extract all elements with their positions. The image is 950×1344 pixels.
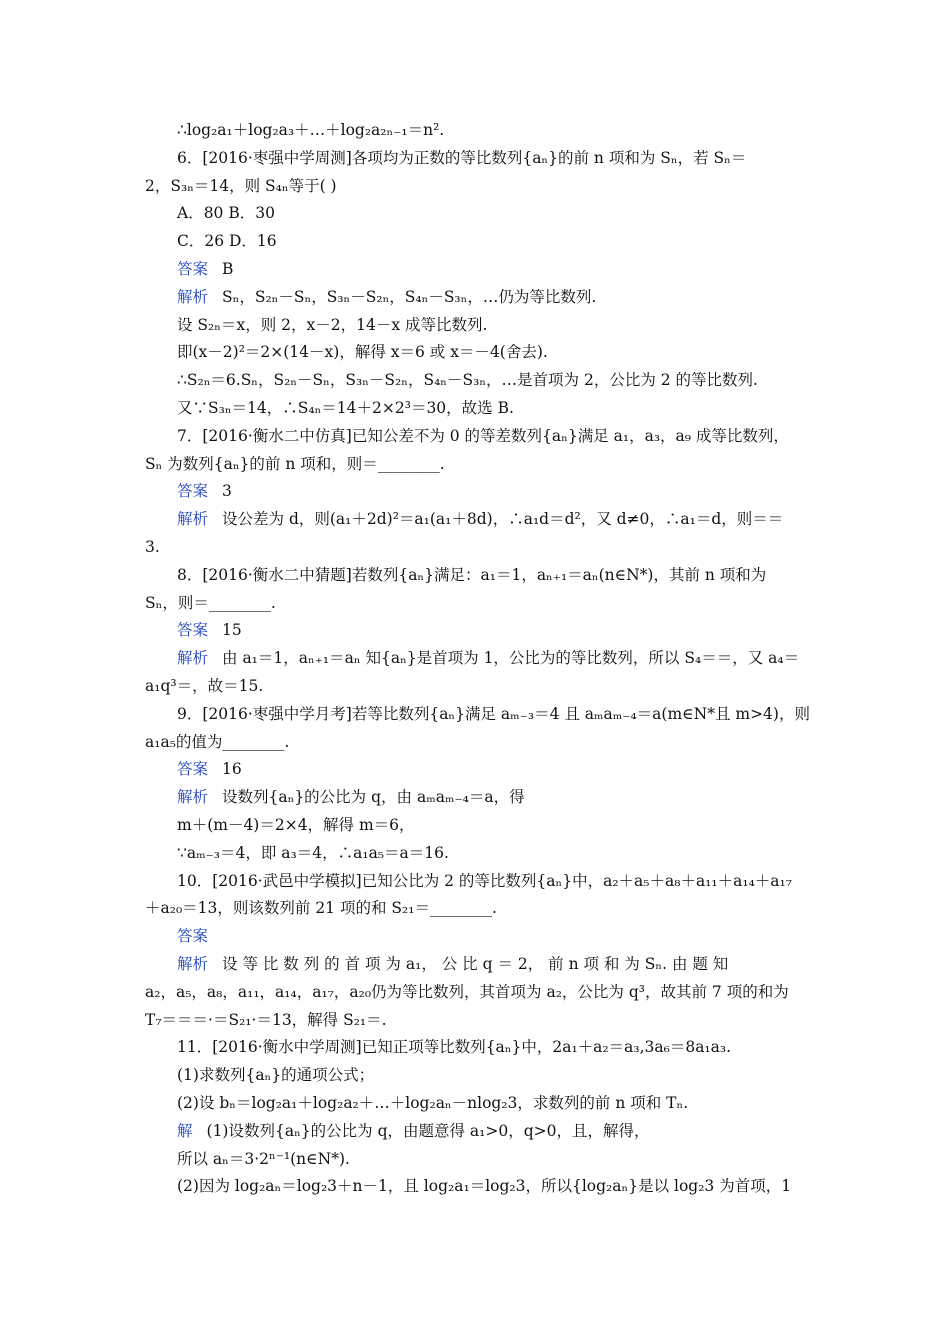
section-label: 解 <box>177 1121 193 1140</box>
text-line <box>177 287 596 307</box>
text-line <box>145 732 289 752</box>
text-line <box>177 954 728 974</box>
text-line <box>177 1065 374 1085</box>
line-text: m＋(m－4)＝2×4，解得 m＝6， <box>177 816 415 834</box>
line-text: 3. <box>145 538 160 556</box>
text-line <box>177 787 525 807</box>
text-line <box>177 648 799 668</box>
line-text: A．80 B．30 <box>177 204 275 223</box>
line-text: (1)设数列{aₙ}的公比为 q，由题意得 a₁>0，q>0，且，解得， <box>206 1121 650 1140</box>
text-line <box>177 871 792 891</box>
line-text: 设 S₂ₙ＝x，则 2，x－2，14－x 成等比数列. <box>177 315 488 334</box>
section-label: 解析 <box>177 510 209 529</box>
text-line <box>177 1093 688 1113</box>
line-text: a₁q³＝，故＝15. <box>145 677 264 695</box>
text-line <box>177 259 233 279</box>
text-line <box>177 620 242 640</box>
text-line <box>177 148 746 168</box>
text-line <box>145 176 337 196</box>
text-line <box>145 676 263 696</box>
line-text: 9．[2016·枣强中学月考]若等比数列{aₙ}满足 aₘ₋₃＝4 且 aₘaₘ₋₄＝a(m∈N*且 m>4)，则 <box>177 704 810 723</box>
line-text: ∴log₂a₁＋log₂a₃＋…＋log₂a₂ₙ₋₁＝n². <box>177 121 445 139</box>
section-label: 答案 <box>177 621 209 640</box>
text-line <box>177 926 222 946</box>
line-text: C．26 D．16 <box>177 232 277 251</box>
line-text: 即(x－2)²＝2×(14－x)，解得 x＝6 或 x＝－4(舍去). <box>177 343 548 362</box>
text-line <box>177 843 449 863</box>
text-line <box>177 481 232 501</box>
line-text: Sₙ，S₂ₙ－Sₙ，S₃ₙ－S₂ₙ，S₄ₙ－S₃ₙ，…仍为等比数列. <box>222 287 597 306</box>
line-text: ＋a₂₀＝13，则该数列前 21 项的和 S₂₁＝________. <box>145 899 497 918</box>
line-text: 16 <box>222 760 242 779</box>
line-text: 2，S₃ₙ＝14，则 S₄ₙ等于( ) <box>145 176 337 195</box>
line-text: ∴S₂ₙ＝6.Sₙ，S₂ₙ－Sₙ，S₃ₙ－S₂ₙ，S₄ₙ－S₃ₙ，…是首项为 2，公比为 2 的等比数列. <box>177 371 758 390</box>
line-text: (2)设 bₙ＝log₂a₁＋log₂a₂＋…＋log₂aₙ－nlog₂3，求数列的前 n 项和 Tₙ. <box>177 1094 689 1112</box>
line-text: (2)因为 log₂aₙ＝log₂3＋n－1，且 log₂a₁＝log₂3，所以{log₂aₙ}是以 log₂3 为首项，1 <box>177 1177 792 1196</box>
line-text: 6．[2016·枣强中学周测]各项均为正数的等比数列{aₙ}的前 n 项和为 Sₙ，若 Sₙ＝ <box>177 148 747 167</box>
line-text: 设公差为 d，则(a₁＋2d)²＝a₁(a₁＋8d)，∴a₁d＝d²，又 d≠0，∴a₁＝d，则＝＝ <box>222 510 784 529</box>
text-line <box>177 759 242 779</box>
text-line <box>177 398 514 418</box>
section-label: 答案 <box>177 927 209 946</box>
section-label: 答案 <box>177 260 209 278</box>
line-text: 7．[2016·衡水二中仿真]已知公差不为 0 的等差数列{aₙ}满足 a₁，a₃，a₉ 成等比数列， <box>177 426 789 445</box>
line-text: 10．[2016·武邑中学模拟]已知公比为 2 的等比数列{aₙ}中，a₂＋a₅＋a₈＋a₁₁＋a₁₄＋a₁₇ <box>177 871 792 890</box>
text-line <box>145 982 789 1002</box>
section-label: 解析 <box>177 955 209 973</box>
text-line <box>177 231 277 251</box>
text-line <box>145 454 445 474</box>
section-label: 答案 <box>177 482 209 501</box>
line-text: 设 等 比 数 列 的 首 项 为 a₁， 公 比 q ＝ 2， 前 n 项 和 为 Sₙ. 由 题 知 <box>222 955 729 973</box>
text-line <box>177 203 275 223</box>
text-line <box>145 593 276 613</box>
text-line <box>177 509 783 529</box>
text-line <box>145 537 160 557</box>
line-text: 8．[2016·衡水二中猜题]若数列{aₙ}满足：a₁＝1，aₙ₊₁＝aₙ(n∈N*)，其前 n 项和为 <box>177 565 767 584</box>
text-line <box>177 704 810 724</box>
text-line <box>177 815 415 835</box>
line-text: 所以 aₙ＝3·2ⁿ⁻¹(n∈N*). <box>177 1149 350 1168</box>
text-line <box>177 1037 731 1057</box>
line-text: Sₙ，则＝________. <box>145 593 276 612</box>
line-text: 15 <box>222 621 242 640</box>
line-text: T₇＝＝＝·＝S₂₁·＝13，解得 S₂₁＝. <box>145 1010 387 1029</box>
line-text: 由 a₁＝1，aₙ₊₁＝aₙ 知{aₙ}是首项为 1，公比为的等比数列，所以 S₄＝＝，又 a₄＝ <box>222 649 800 668</box>
text-line <box>177 565 766 585</box>
line-text: 又∵S₃ₙ＝14，∴S₄ₙ＝14＋2×2³＝30，故选 B. <box>177 399 514 417</box>
line-text: a₁a₅的值为________. <box>145 732 290 751</box>
text-line <box>145 1010 387 1030</box>
text-line <box>177 370 758 390</box>
section-label: 解析 <box>177 287 209 306</box>
section-label: 解析 <box>177 649 209 668</box>
line-text: ∵aₘ₋₃＝4，即 a₃＝4，∴a₁a₅＝a＝16. <box>177 843 449 862</box>
line-text: a₂，a₅，a₈，a₁₁，a₁₄，a₁₇，a₂₀仍为等比数列，其首项为 a₂，公比为 q³，故其前 7 项的和为 <box>145 982 789 1001</box>
section-label: 答案 <box>177 760 209 779</box>
text-line <box>177 1121 650 1141</box>
text-line <box>177 426 789 446</box>
text-line <box>177 1149 350 1169</box>
text-line <box>177 342 548 362</box>
line-text: 11．[2016·衡水中学周测]已知正项等比数列{aₙ}中，2a₁＋a₂＝a₃,3a₆＝8a₁a₃. <box>177 1038 732 1057</box>
line-text: B <box>222 260 234 278</box>
section-label: 解析 <box>177 788 209 807</box>
text-line <box>177 120 444 140</box>
text-line <box>145 898 497 918</box>
line-text: (1)求数列{aₙ}的通项公式； <box>177 1066 375 1085</box>
line-text: Sₙ 为数列{aₙ}的前 n 项和，则＝________. <box>145 454 445 473</box>
line-text: 3 <box>222 482 232 501</box>
line-text: 设数列{aₙ}的公比为 q，由 aₘaₘ₋₄＝a，得 <box>222 788 525 807</box>
text-line <box>177 315 487 335</box>
text-line <box>177 1176 791 1196</box>
